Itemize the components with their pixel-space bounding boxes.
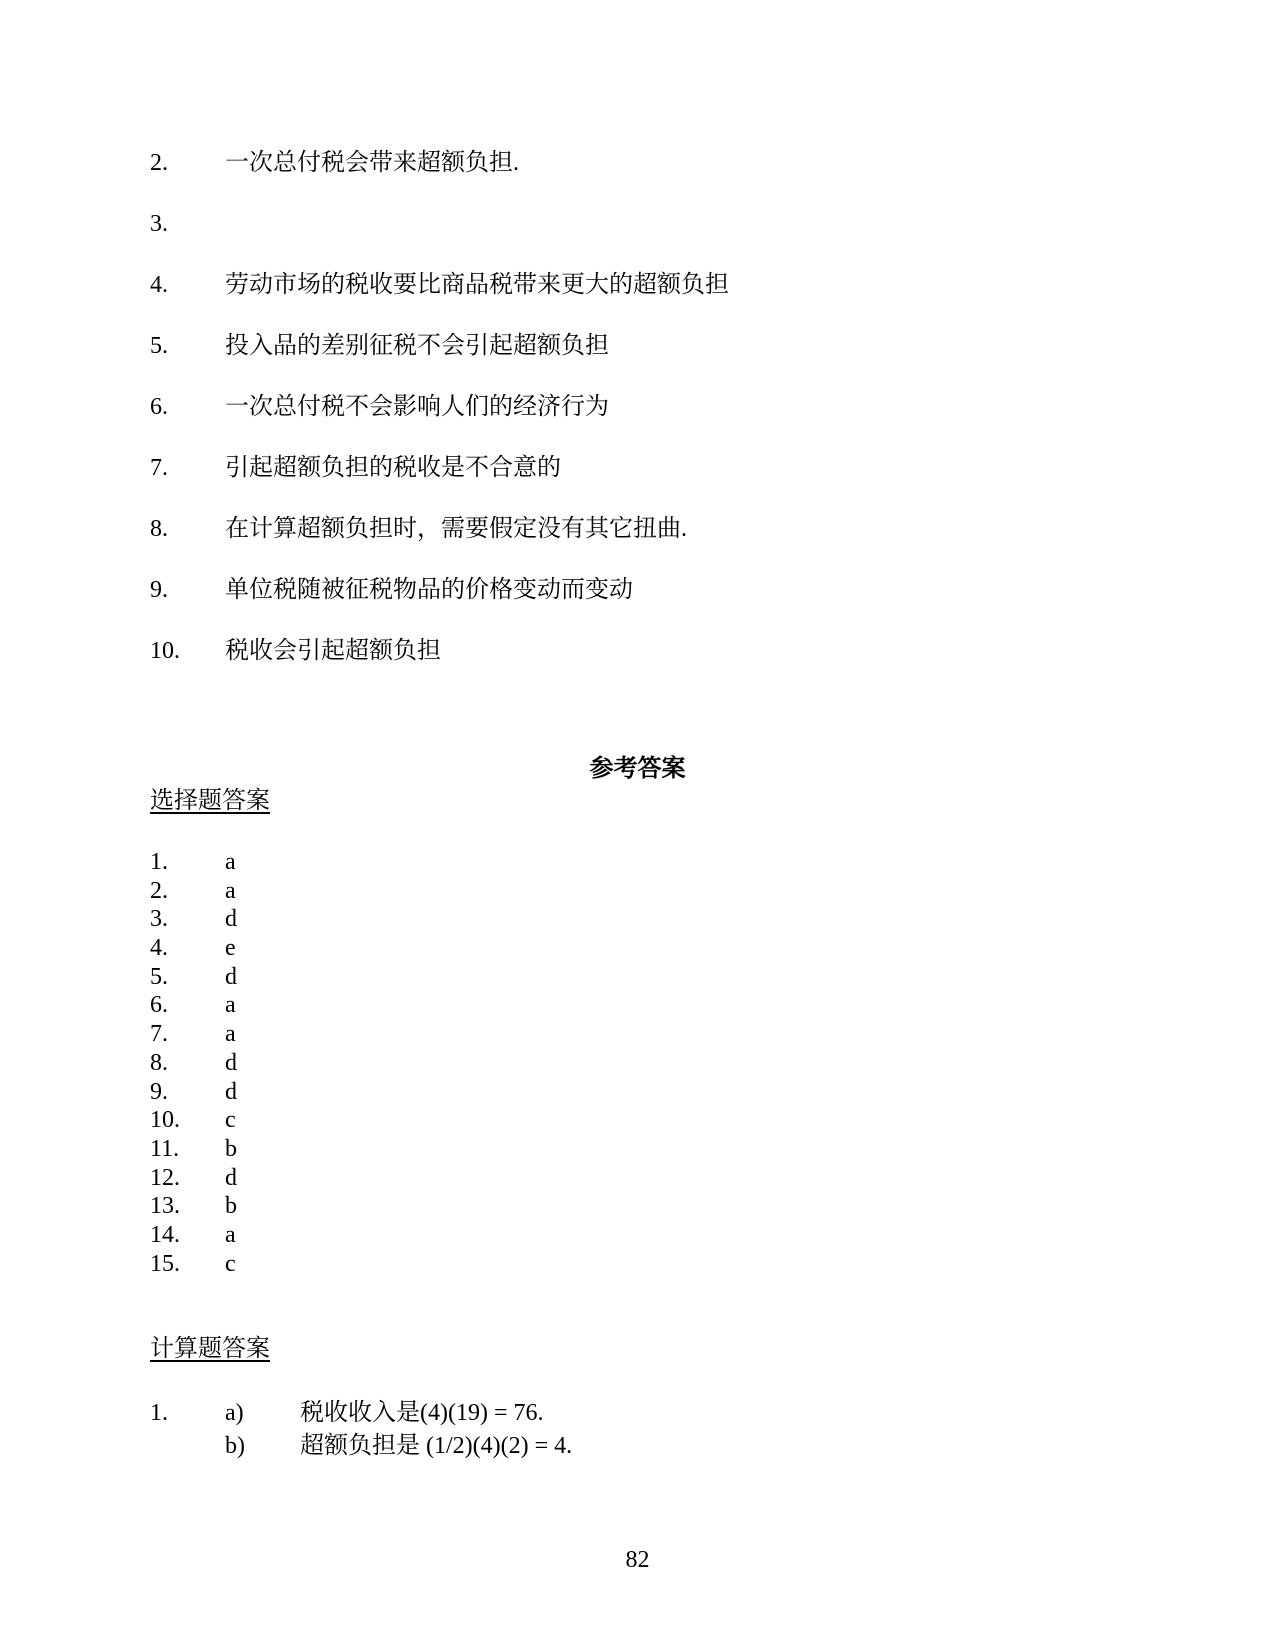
answer-item xyxy=(150,905,550,934)
answer-number: 9. xyxy=(150,1078,168,1105)
answer-item xyxy=(150,877,550,906)
answer-choice: a xyxy=(225,877,236,904)
statement-text: 投入品的差别征税不会引起超额负担 xyxy=(225,333,609,359)
statement-number: 10. xyxy=(150,638,180,664)
answer-number: 2. xyxy=(150,877,168,904)
statement-text: 在计算超额负担时，需要假定没有其它扭曲. xyxy=(225,516,687,542)
answer-item xyxy=(150,848,550,877)
answer-item xyxy=(150,1250,550,1279)
statement-number: 2. xyxy=(150,150,168,176)
statement-text: 单位税随被征税物品的价格变动而变动 xyxy=(225,577,633,603)
page-number: 82 xyxy=(625,1547,650,1573)
answer-choice: c xyxy=(225,1107,236,1134)
statement-number: 6. xyxy=(150,394,168,420)
answers-title: 参考答案 xyxy=(589,754,686,782)
calc-answer-part: a) xyxy=(225,1400,244,1426)
answer-choice: e xyxy=(225,935,236,962)
answer-choice: d xyxy=(225,1078,237,1105)
statement-item xyxy=(150,148,1150,209)
answer-number: 11. xyxy=(150,1135,180,1162)
answer-number: 7. xyxy=(150,1021,168,1048)
answer-item xyxy=(150,1221,550,1250)
calc-answer-text: 税收收入是(4)(19) = 76. xyxy=(300,1400,544,1426)
calc-answer-number: 1. xyxy=(150,1400,168,1426)
answer-number: 5. xyxy=(150,963,168,990)
statement-number: 5. xyxy=(150,333,168,359)
statement-text: 一次总付税会带来超额负担. xyxy=(225,150,519,176)
answer-choice: c xyxy=(225,1250,236,1277)
statement-number: 9. xyxy=(150,577,168,603)
calc-answer-text: 超额负担是 (1/2)(4)(2) = 4. xyxy=(300,1433,573,1459)
calculation-answers-heading: 计算题答案 xyxy=(150,1336,270,1362)
answer-item xyxy=(150,1020,550,1049)
answer-item xyxy=(150,1106,550,1135)
answer-item xyxy=(150,1192,550,1221)
answer-item xyxy=(150,963,550,992)
statement-item xyxy=(150,453,1150,514)
statement-number: 4. xyxy=(150,272,168,298)
answer-item xyxy=(150,1135,550,1164)
statement-item xyxy=(150,575,1150,636)
statement-item xyxy=(150,392,1150,453)
calc-answer-item xyxy=(150,1398,950,1431)
answer-choice: d xyxy=(225,963,237,990)
answer-choice: a xyxy=(225,992,236,1019)
answer-choice: d xyxy=(225,1164,237,1191)
statement-number: 8. xyxy=(150,516,168,542)
answer-number: 12. xyxy=(150,1164,180,1191)
statement-item xyxy=(150,514,1150,575)
calc-answer-number xyxy=(150,1431,225,1464)
answer-number: 10. xyxy=(150,1107,180,1134)
answer-choice: d xyxy=(225,906,237,933)
statement-text: 劳动市场的税收要比商品税带来更大的超额负担 xyxy=(225,272,729,298)
true-false-list xyxy=(150,148,1150,697)
answer-number: 1. xyxy=(150,849,168,875)
answer-number: 8. xyxy=(150,1049,168,1076)
calc-answer-item xyxy=(150,1431,950,1464)
statement-item xyxy=(150,636,1150,697)
multiple-choice-answers-list xyxy=(150,848,550,1278)
answer-choice: a xyxy=(225,1021,236,1048)
answer-item xyxy=(150,991,550,1020)
answer-choice: b xyxy=(225,1193,237,1220)
answer-item xyxy=(150,1078,550,1107)
statement-item xyxy=(150,209,1150,270)
answer-item xyxy=(150,934,550,963)
answer-choice: a xyxy=(225,849,236,875)
statement-number: 7. xyxy=(150,455,168,481)
answer-item xyxy=(150,1164,550,1193)
statement-text: 税收会引起超额负担 xyxy=(225,638,441,664)
statement-number: 3. xyxy=(150,211,168,237)
answer-number: 4. xyxy=(150,935,168,962)
answer-number: 3. xyxy=(150,906,168,933)
answer-number: 6. xyxy=(150,992,168,1019)
answer-number: 13. xyxy=(150,1193,180,1220)
answer-choice: b xyxy=(225,1135,237,1162)
statement-text: 引起超额负担的税收是不合意的 xyxy=(225,455,561,481)
answer-choice: d xyxy=(225,1049,237,1076)
answer-number: 15. xyxy=(150,1250,180,1277)
statement-item xyxy=(150,270,1150,331)
answer-number: 14. xyxy=(150,1221,180,1248)
calc-answer-part: b) xyxy=(225,1433,245,1459)
answer-choice: a xyxy=(225,1221,236,1248)
statement-item xyxy=(150,331,1150,392)
statement-text: 一次总付税不会影响人们的经济行为 xyxy=(225,394,609,420)
multiple-choice-answers-heading: 选择题答案 xyxy=(150,788,270,814)
answer-item xyxy=(150,1049,550,1078)
calculation-answers-list xyxy=(150,1398,950,1464)
